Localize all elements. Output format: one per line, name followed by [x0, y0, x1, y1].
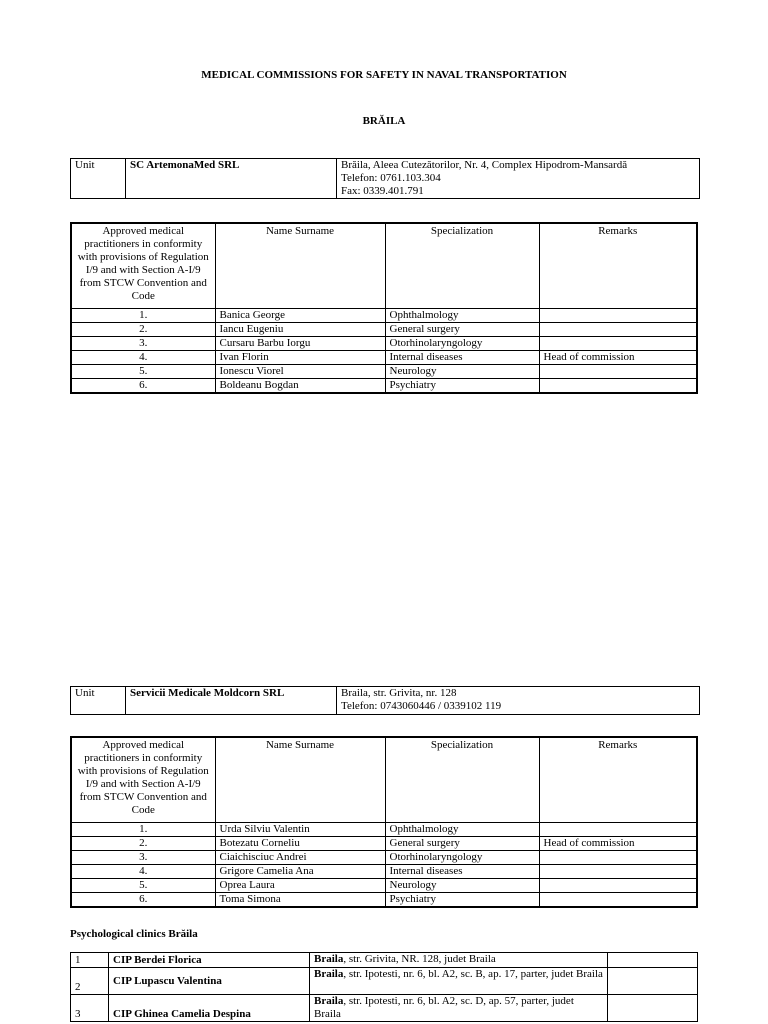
- row-number: 6.: [71, 893, 215, 908]
- remark: [539, 879, 697, 893]
- remark: Head of commission: [539, 837, 697, 851]
- remark: [539, 337, 697, 351]
- table-row: [71, 337, 697, 351]
- row-number: 1.: [71, 309, 215, 323]
- header-name: Name Surname: [215, 737, 385, 823]
- row-number: 1: [71, 953, 109, 968]
- specialization: Otorhinolaryngology: [385, 337, 539, 351]
- header-specialization: Specialization: [385, 223, 539, 309]
- clinic-name: CIP Ghinea Camelia Despina: [109, 995, 310, 1022]
- empty-cell: [608, 968, 698, 995]
- table-row: [71, 865, 697, 879]
- doctor-name: Boldeanu Bogdan: [215, 379, 385, 394]
- unit-label: Unit: [71, 159, 126, 199]
- psych-clinics-table: [70, 952, 698, 1022]
- row-number: 5.: [71, 879, 215, 893]
- table-row: [71, 365, 697, 379]
- specialization: General surgery: [385, 837, 539, 851]
- row-number: 3.: [71, 337, 215, 351]
- address-line: Braila, str. Grivita, nr. 128: [341, 687, 457, 699]
- row-number: 2: [71, 968, 109, 995]
- table-row: [71, 953, 698, 968]
- row-number: 2.: [71, 837, 215, 851]
- doctor-name: Banica George: [215, 309, 385, 323]
- doctor-name: Cursaru Barbu Iorgu: [215, 337, 385, 351]
- row-number: 3.: [71, 851, 215, 865]
- table-row: [71, 893, 697, 908]
- unit-info-table: [70, 686, 700, 715]
- row-number: 6.: [71, 379, 215, 394]
- remark: [539, 365, 697, 379]
- row-number: 3: [71, 995, 109, 1022]
- unit-info-table: [70, 158, 700, 199]
- address-text: , str. Ipotesti, nr. 6, bl. A2, sc. D, ap. 57, parter, judet Braila: [314, 995, 574, 1020]
- doctor-name: Grigore Camelia Ana: [215, 865, 385, 879]
- document-title: MEDICAL COMMISSIONS FOR SAFETY IN NAVAL TRANSPORTATION: [201, 69, 567, 81]
- specialization: Ophthalmology: [385, 823, 539, 837]
- clinic-name: CIP Lupascu Valentina: [109, 968, 310, 995]
- clinic-address: [310, 953, 608, 968]
- row-number: 5.: [71, 365, 215, 379]
- doctor-name: Iancu Eugeniu: [215, 323, 385, 337]
- specialization: Ophthalmology: [385, 309, 539, 323]
- specialization: General surgery: [385, 323, 539, 337]
- specialization: Internal diseases: [385, 865, 539, 879]
- remark: [539, 309, 697, 323]
- row-number: 1.: [71, 823, 215, 837]
- specialization: Otorhinolaryngology: [385, 851, 539, 865]
- header-practitioners: Approved medical practitioners in conformity with provisions of Regulation I/9 and with Section A-I/9 from STCW Convention and Code: [71, 737, 215, 823]
- doctor-name: Botezatu Corneliu: [215, 837, 385, 851]
- table-header-row: [71, 223, 697, 309]
- remark: [539, 823, 697, 837]
- address-line: Brăila, Aleea Cutezătorilor, Nr. 4, Complex Hipodrom-Mansardă: [341, 159, 628, 171]
- specialization: Neurology: [385, 365, 539, 379]
- table-row: [71, 823, 697, 837]
- doctor-name: Ciaichisciuc Andrei: [215, 851, 385, 865]
- header-practitioners: Approved medical practitioners in conformity with provisions of Regulation I/9 and with Section A-I/9 from STCW Convention and Code: [71, 223, 215, 309]
- table-header-row: [71, 737, 697, 823]
- specialization: Internal diseases: [385, 351, 539, 365]
- clinic-city: Braila: [314, 995, 344, 1007]
- psych-clinics-title: Psychological clinics Brăila: [70, 928, 198, 940]
- table-row: [71, 968, 698, 995]
- practitioners-table: [70, 222, 698, 394]
- city-title: BRĂILA: [362, 115, 406, 127]
- address-text: , str. Ipotesti, nr. 6, bl. A2, sc. B, ap. 17, parter, judet Braila: [343, 968, 603, 980]
- header-remarks: Remarks: [539, 737, 697, 823]
- specialization: Psychiatry: [385, 379, 539, 394]
- empty-cell: [608, 953, 698, 968]
- phone-line: Telefon: 0743060446 / 0339102 119: [341, 700, 502, 712]
- row-number: 4.: [71, 865, 215, 879]
- header-remarks: Remarks: [539, 223, 697, 309]
- table-row: [71, 837, 697, 851]
- row-number: 2.: [71, 323, 215, 337]
- unit-address: [337, 159, 700, 199]
- doctor-name: Toma Simona: [215, 893, 385, 908]
- remark: Head of commission: [539, 351, 697, 365]
- table-row: [71, 851, 697, 865]
- row-number: 4.: [71, 351, 215, 365]
- address-text: , str. Grivita, NR. 128, judet Braila: [343, 953, 496, 965]
- table-row: [71, 309, 697, 323]
- table-row: [71, 379, 697, 394]
- unit-name: SC ArtemonaMed SRL: [126, 159, 337, 199]
- specialization: Psychiatry: [385, 893, 539, 908]
- doctor-name: Oprea Laura: [215, 879, 385, 893]
- doctor-name: Urda Silviu Valentin: [215, 823, 385, 837]
- phone-line: Telefon: 0761.103.304: [341, 172, 441, 184]
- unit-name: Servicii Medicale Moldcorn SRL: [126, 687, 337, 715]
- remark: [539, 865, 697, 879]
- clinic-address: [310, 995, 608, 1022]
- header-name: Name Surname: [215, 223, 385, 309]
- clinic-city: Braila: [314, 953, 344, 965]
- clinic-city: Braila: [314, 968, 344, 980]
- clinic-name: CIP Berdei Florica: [109, 953, 310, 968]
- header-specialization: Specialization: [385, 737, 539, 823]
- fax-line: Fax: 0339.401.791: [341, 185, 424, 197]
- table-row: [71, 995, 698, 1022]
- empty-cell: [608, 995, 698, 1022]
- table-row: [71, 351, 697, 365]
- remark: [539, 893, 697, 908]
- doctor-name: Ivan Florin: [215, 351, 385, 365]
- table-row: [71, 879, 697, 893]
- remark: [539, 379, 697, 394]
- doctor-name: Ionescu Viorel: [215, 365, 385, 379]
- remark: [539, 323, 697, 337]
- practitioners-table: [70, 736, 698, 908]
- unit-label: Unit: [71, 687, 126, 715]
- specialization: Neurology: [385, 879, 539, 893]
- clinic-address: [310, 968, 608, 995]
- unit-address: [337, 687, 700, 715]
- remark: [539, 851, 697, 865]
- table-row: [71, 323, 697, 337]
